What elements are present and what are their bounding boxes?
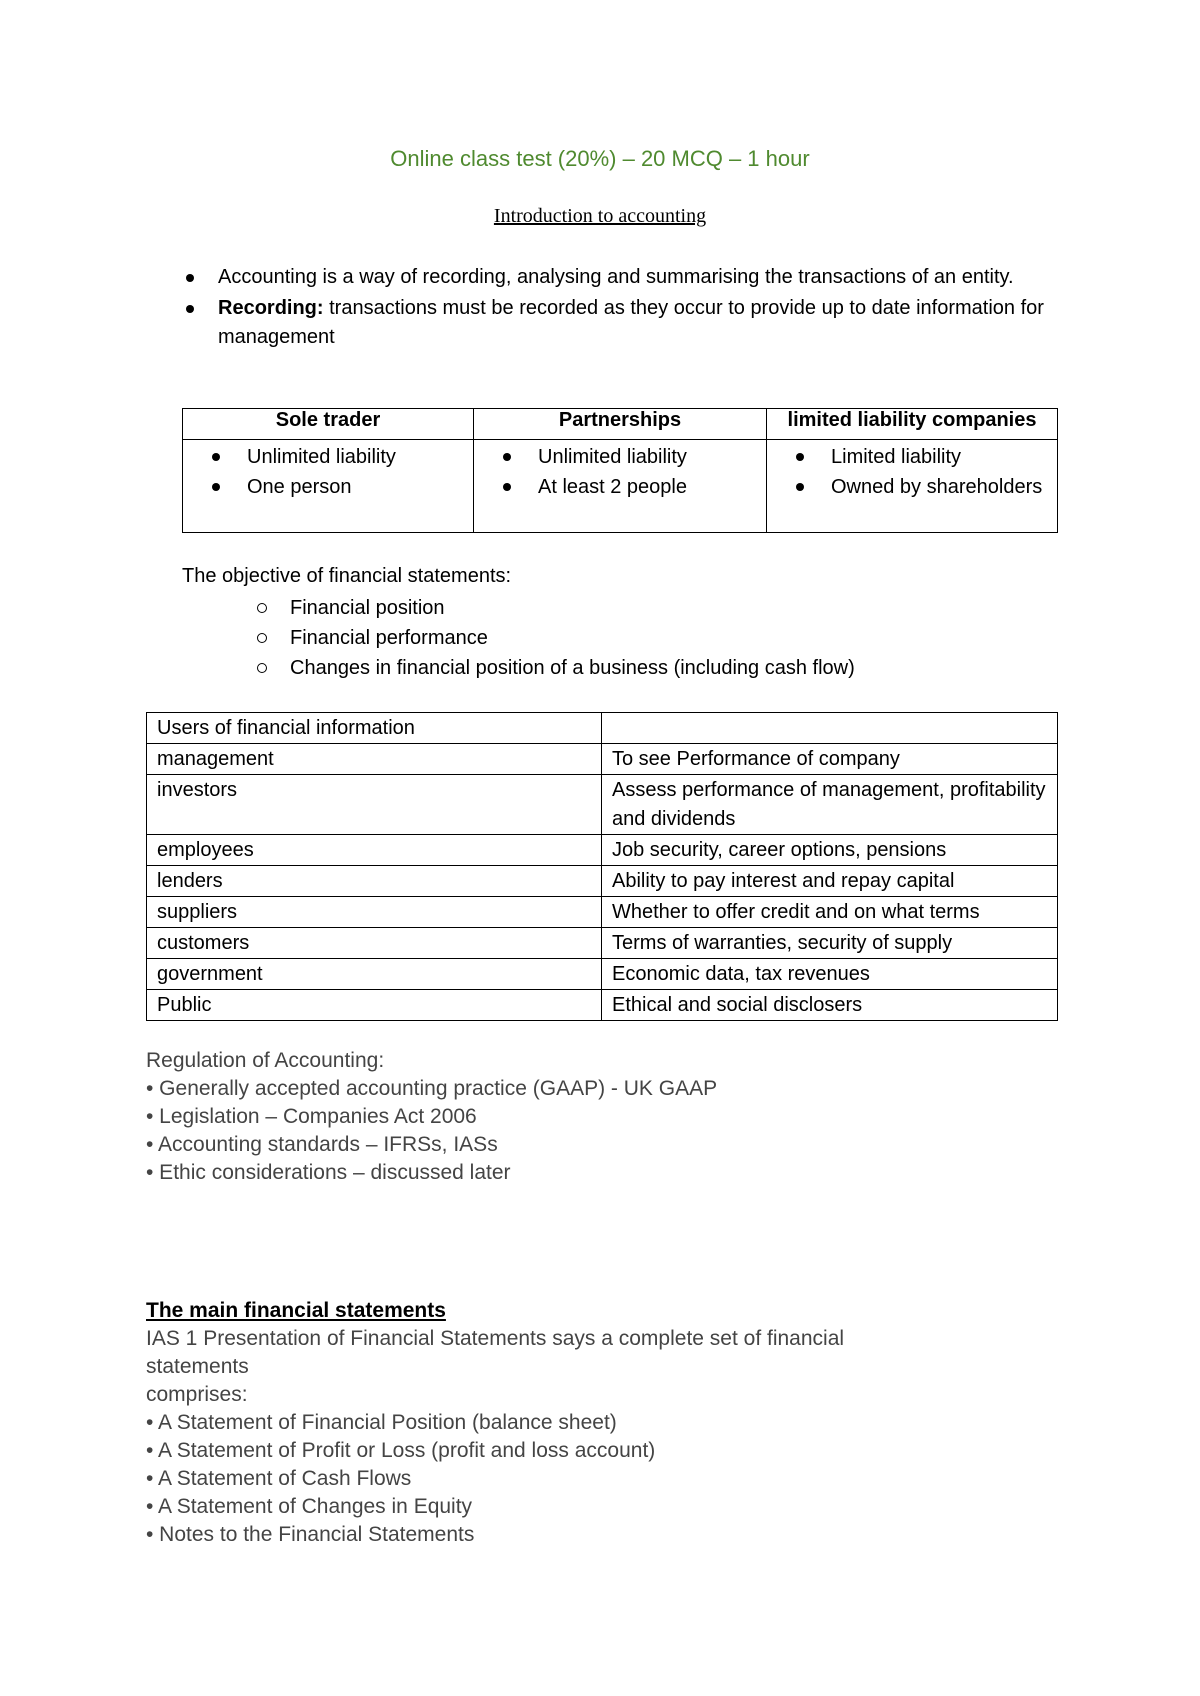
list-item bbox=[494, 472, 766, 502]
table-cell bbox=[767, 440, 1058, 533]
list-item bbox=[255, 653, 855, 683]
section-title: Introduction to accounting bbox=[493, 205, 707, 227]
bullet-icon bbox=[796, 483, 804, 491]
table-header-row bbox=[147, 713, 1058, 744]
table-header: limited liability companies bbox=[767, 409, 1058, 440]
table-row bbox=[147, 897, 1058, 928]
circle-bullet-icon bbox=[257, 603, 267, 613]
table-cell: employees bbox=[147, 835, 602, 866]
intro-point-bold: Recording: bbox=[218, 297, 324, 319]
cell-text: At least 2 people bbox=[538, 476, 687, 498]
list-item: • Notes to the Financial Statements bbox=[146, 1523, 475, 1546]
objectives-list bbox=[255, 593, 855, 683]
table-cell: customers bbox=[147, 928, 602, 959]
cell-text: Limited liability bbox=[831, 446, 962, 468]
list-item: • Accounting standards – IFRSs, IASs bbox=[146, 1133, 498, 1156]
table-cell: Ethical and social disclosers bbox=[602, 990, 1058, 1021]
table-cell: Economic data, tax revenues bbox=[602, 959, 1058, 990]
list-item bbox=[494, 442, 766, 472]
list-item bbox=[182, 294, 1052, 352]
table-cell: government bbox=[147, 959, 602, 990]
table-cell: Assess performance of management, profitability and dividends bbox=[602, 775, 1058, 835]
list-item: • Legislation – Companies Act 2006 bbox=[146, 1105, 477, 1128]
objectives-heading: The objective of financial statements: bbox=[182, 565, 512, 587]
intro-line: IAS 1 Presentation of Financial Statements says a complete set of financial bbox=[146, 1327, 845, 1350]
list-item bbox=[255, 623, 855, 653]
table-cell bbox=[474, 440, 767, 533]
users-table bbox=[146, 712, 1058, 1021]
list-item bbox=[182, 263, 1052, 292]
table-row bbox=[147, 775, 1058, 835]
intro-list bbox=[182, 263, 1052, 352]
table-row bbox=[147, 866, 1058, 897]
bullet-icon bbox=[212, 453, 220, 461]
cell-text: One person bbox=[247, 476, 352, 498]
table-header-row bbox=[183, 409, 1058, 440]
objective-text: Financial position bbox=[290, 597, 445, 619]
objective-text: Changes in financial position of a business (including cash flow) bbox=[290, 657, 855, 679]
table-cell: suppliers bbox=[147, 897, 602, 928]
objective-text: Financial performance bbox=[290, 627, 488, 649]
regulation-section bbox=[146, 1047, 717, 1187]
financial-statements-heading: The main financial statements bbox=[146, 1299, 446, 1322]
table-header: Sole trader bbox=[183, 409, 474, 440]
bullet-icon bbox=[503, 453, 511, 461]
intro-line: comprises: bbox=[146, 1383, 248, 1406]
table-row bbox=[147, 990, 1058, 1021]
list-item: • A Statement of Cash Flows bbox=[146, 1467, 412, 1490]
table-cell: Users of financial information bbox=[147, 713, 602, 744]
table-cell: Ability to pay interest and repay capital bbox=[602, 866, 1058, 897]
intro-line: statements bbox=[146, 1355, 249, 1378]
circle-bullet-icon bbox=[257, 663, 267, 673]
bullet-icon bbox=[212, 483, 220, 491]
intro-point-text: Accounting is a way of recording, analysing and summarising the transactions of an entity. bbox=[218, 266, 1014, 288]
regulation-heading: Regulation of Accounting: bbox=[146, 1049, 385, 1072]
table-cell: investors bbox=[147, 775, 602, 835]
list-item: • Ethic considerations – discussed later bbox=[146, 1161, 511, 1184]
table-cell: To see Performance of company bbox=[602, 744, 1058, 775]
table-cell: management bbox=[147, 744, 602, 775]
cell-text: Unlimited liability bbox=[247, 446, 396, 468]
table-row bbox=[147, 928, 1058, 959]
table-cell: Whether to offer credit and on what terms bbox=[602, 897, 1058, 928]
list-item: • A Statement of Changes in Equity bbox=[146, 1495, 473, 1518]
table-cell: Job security, career options, pensions bbox=[602, 835, 1058, 866]
list-item: • Generally accepted accounting practice (GAAP) - UK GAAP bbox=[146, 1077, 718, 1100]
business-types-table bbox=[182, 408, 1058, 533]
table-row bbox=[147, 959, 1058, 990]
bullet-icon bbox=[186, 305, 194, 313]
list-item bbox=[787, 442, 1057, 472]
list-item bbox=[255, 593, 855, 623]
list-item bbox=[203, 442, 473, 472]
table-row bbox=[183, 440, 1058, 533]
page-title: Online class test (20%) – 20 MCQ – 1 hour bbox=[390, 146, 810, 171]
cell-text: Unlimited liability bbox=[538, 446, 687, 468]
table-cell bbox=[602, 713, 1058, 744]
bullet-icon bbox=[796, 453, 804, 461]
bullet-icon bbox=[186, 274, 194, 282]
list-item bbox=[203, 472, 473, 502]
table-cell bbox=[183, 440, 474, 533]
table-header: Partnerships bbox=[474, 409, 767, 440]
list-item: • A Statement of Profit or Loss (profit and loss account) bbox=[146, 1439, 656, 1462]
intro-point-text: transactions must be recorded as they occur to provide up to date information for management bbox=[218, 297, 1044, 348]
table-row bbox=[147, 744, 1058, 775]
table-cell: Public bbox=[147, 990, 602, 1021]
financial-statements-section bbox=[146, 1297, 1046, 1549]
bullet-icon bbox=[503, 483, 511, 491]
circle-bullet-icon bbox=[257, 633, 267, 643]
list-item: • A Statement of Financial Position (balance sheet) bbox=[146, 1411, 617, 1434]
table-cell: Terms of warranties, security of supply bbox=[602, 928, 1058, 959]
table-cell: lenders bbox=[147, 866, 602, 897]
list-item bbox=[787, 472, 1057, 502]
cell-text: Owned by shareholders bbox=[831, 476, 1043, 498]
table-row bbox=[147, 835, 1058, 866]
